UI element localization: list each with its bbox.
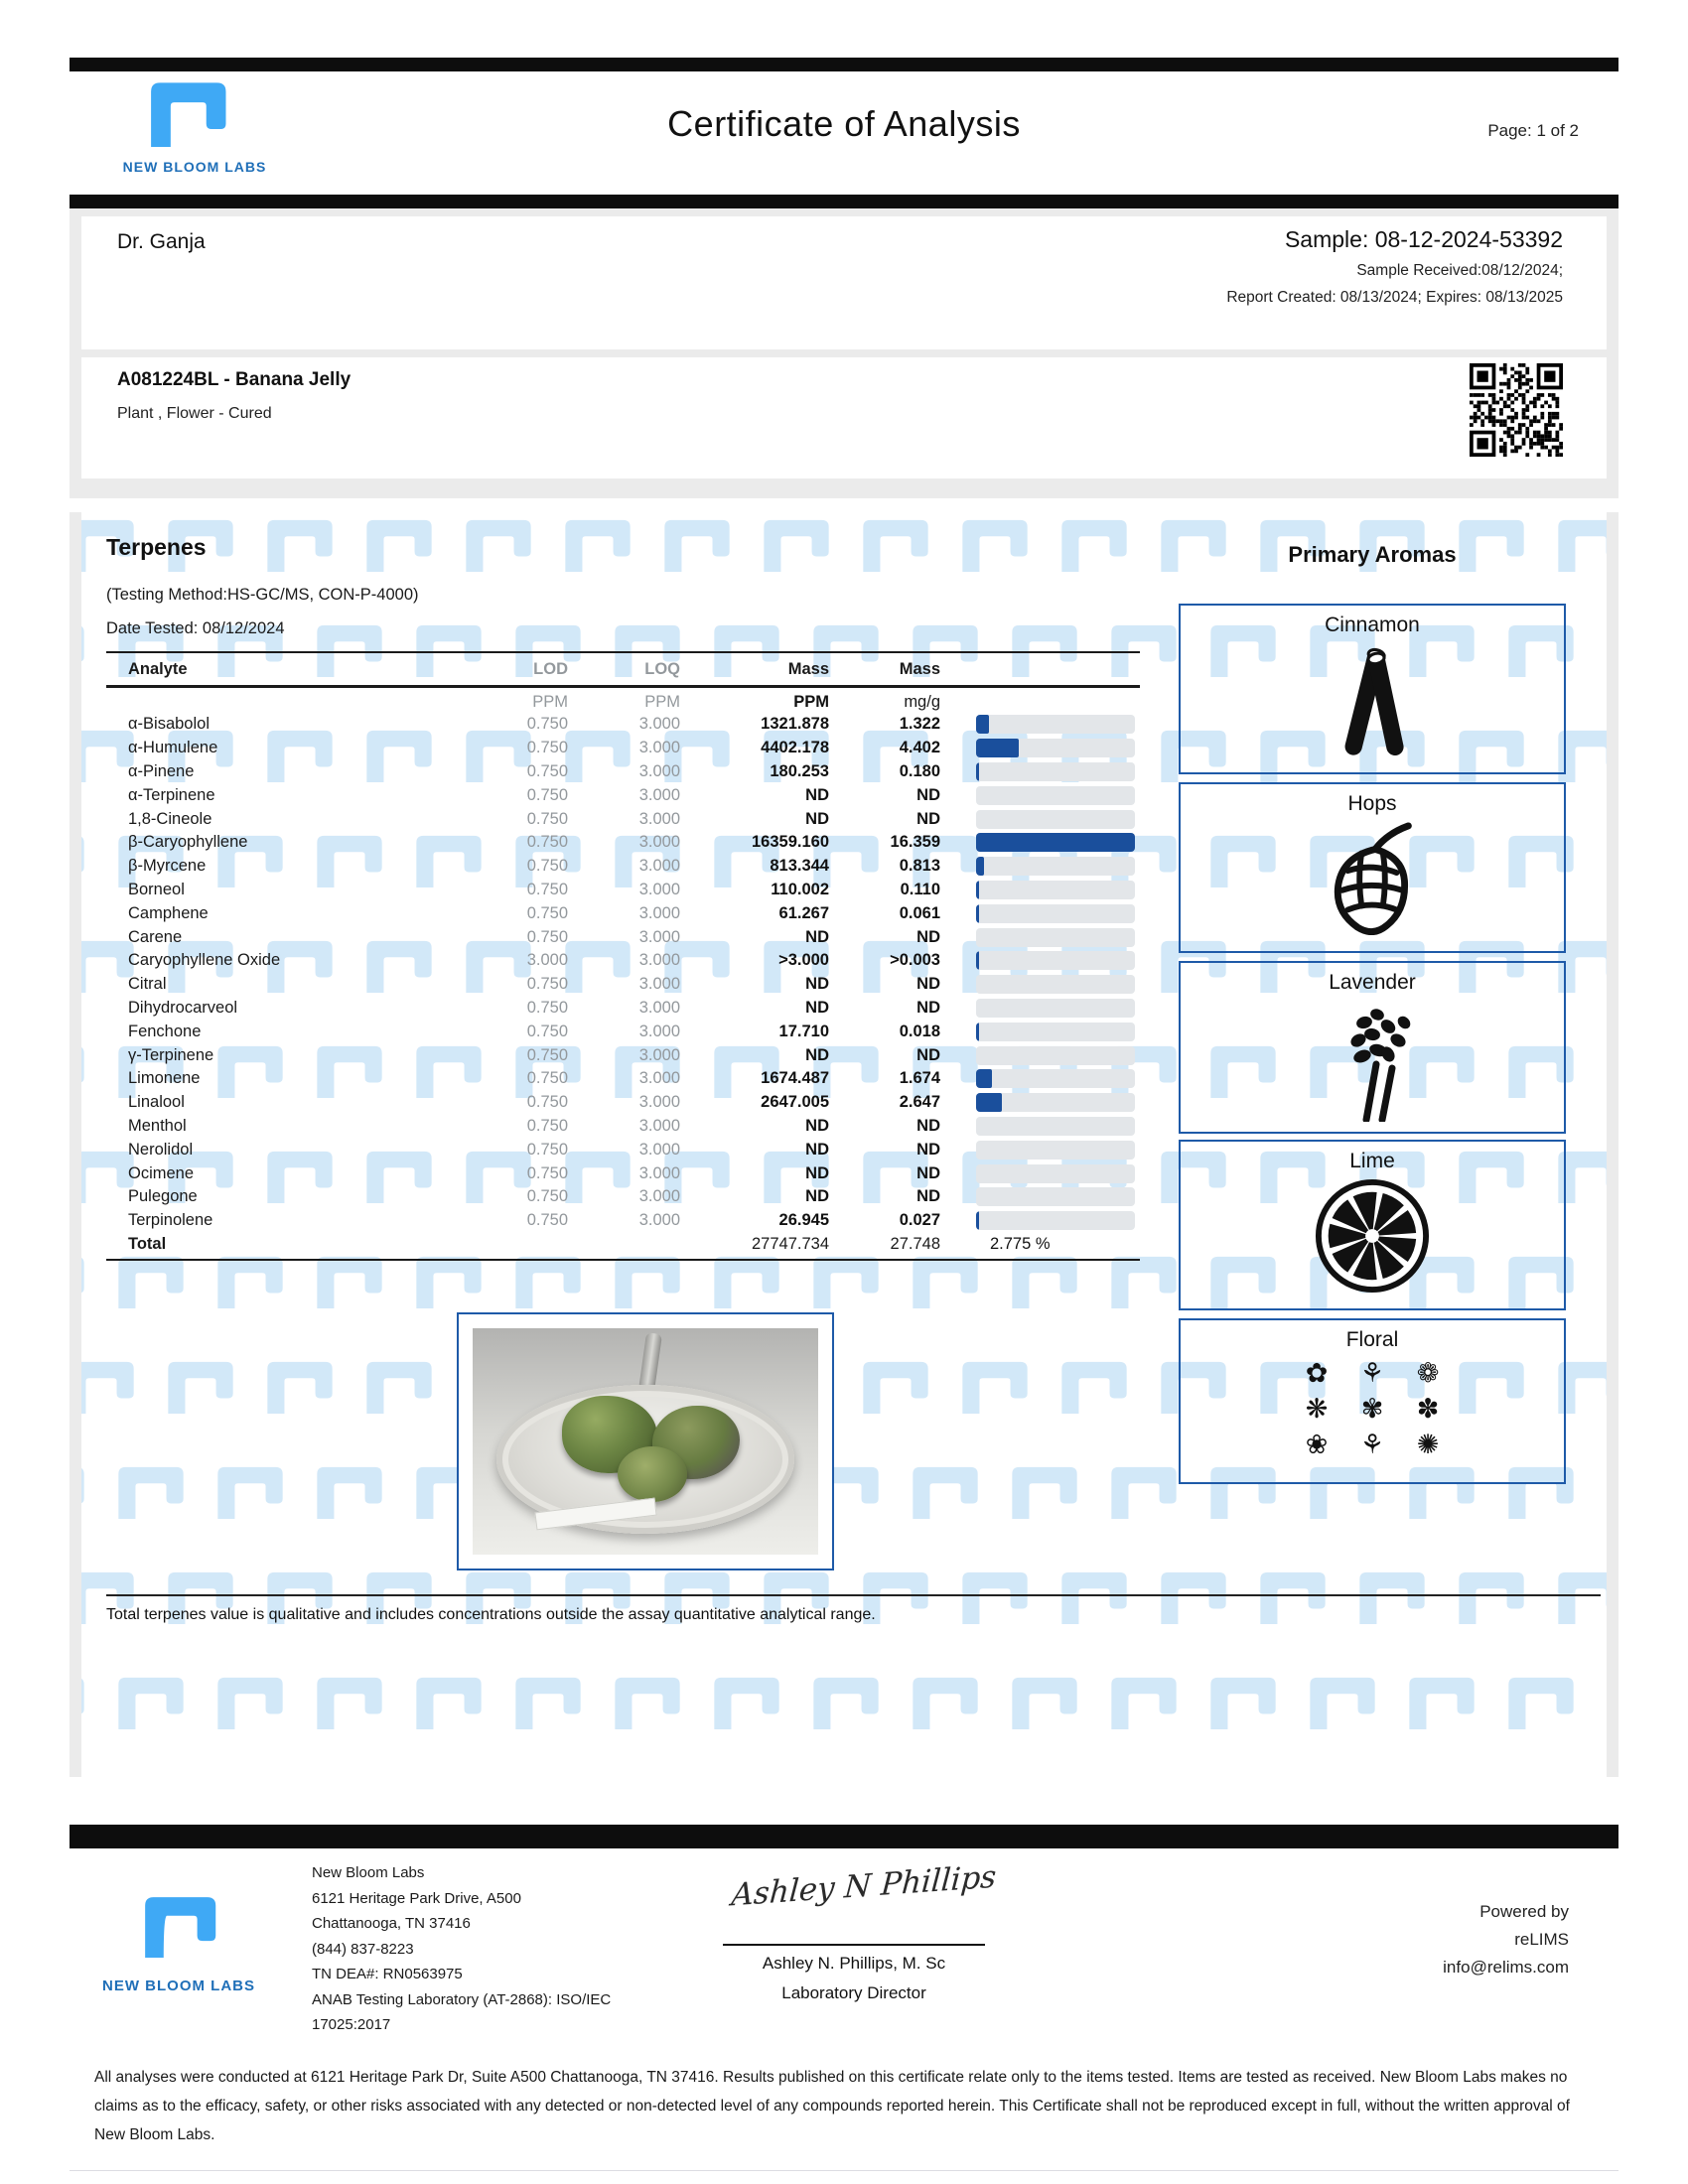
total-mass-mgg: 27.748 xyxy=(890,1234,940,1253)
lab-address-block xyxy=(312,1860,611,2038)
mass-bar-fill xyxy=(976,904,979,923)
date-tested: Date Tested: 08/12/2024 xyxy=(106,619,285,637)
table-row: β-Caryophyllene 0.750 3.000 16359.160 16.359 xyxy=(106,831,1140,855)
terpene-rows xyxy=(106,713,1140,1233)
mass-bar-track xyxy=(976,1141,1135,1160)
lab-info-line: (844) 837-8223 xyxy=(312,1940,414,1958)
table-row: Ocimene 0.750 3.000 ND ND xyxy=(106,1161,1140,1185)
testing-method: (Testing Method:HS-GC/MS, CON-P-4000) xyxy=(106,586,419,604)
meta-section xyxy=(70,208,1618,498)
mass-bar-track xyxy=(976,904,1135,923)
table-row: Pulegone 0.750 3.000 ND ND xyxy=(106,1185,1140,1209)
mass-bar-track xyxy=(976,928,1135,947)
header-divider-bar xyxy=(70,195,1618,208)
total-mass-ppm: 27747.734 xyxy=(752,1234,829,1253)
flower-glyph: ⚘ xyxy=(1359,1358,1385,1389)
flower-glyph: ⚘ xyxy=(1359,1430,1385,1460)
cinnamon-icon xyxy=(1181,641,1564,762)
mass-bar-track xyxy=(976,762,1135,781)
tray-handle xyxy=(638,1332,662,1392)
lavender-icon xyxy=(1181,999,1564,1122)
hops-icon xyxy=(1181,820,1564,935)
mass-bar-track xyxy=(976,786,1135,805)
table-row: α-Pinene 0.750 3.000 180.253 0.180 xyxy=(106,760,1140,784)
flower-glyph: ✺ xyxy=(1416,1430,1440,1460)
total-percent: 2.775 % xyxy=(990,1234,1051,1253)
client-name: Dr. Ganja xyxy=(117,230,206,253)
table-row: Limonene 0.750 3.000 1674.487 1.674 xyxy=(106,1067,1140,1091)
mass-bar-fill xyxy=(976,1069,992,1088)
aroma-label: Lavender xyxy=(1329,971,1416,994)
lab-info-line: Chattanooga, TN 37416 xyxy=(312,1915,471,1932)
sample-received: Sample Received:08/12/2024; xyxy=(1356,262,1563,279)
unit-mass-mgg: mg/g xyxy=(904,692,940,711)
disclaimer-text: All analyses were conducted at 6121 Heritage Park Dr, Suite A500 Chattanooga, TN 37416. Results published on this certificate relate only to the items tested. Items are tested as received. New Bloom Labs makes no claims as to the efficacy, safety, or other risks associated with any detected or non-detected level of any compounds reported herein. This Certificate shall not be reproduced except in full, without the written approval of New Bloom Labs. xyxy=(94,2069,1570,2143)
table-row: Fenchone 0.750 3.000 17.710 0.018 xyxy=(106,1020,1140,1043)
mass-bar-track xyxy=(976,739,1135,757)
table-rule-header xyxy=(106,685,1140,688)
page-number-label: Page: 1 of 2 xyxy=(1487,121,1579,140)
table-row: Terpinolene 0.750 3.000 26.945 0.027 xyxy=(106,1209,1140,1233)
mass-bar-fill xyxy=(976,1093,1002,1112)
mass-bar-fill xyxy=(976,1211,979,1230)
table-units-row xyxy=(106,689,1140,715)
table-row: Linalool 0.750 3.000 2647.005 2.647 xyxy=(106,1091,1140,1115)
client-sample-box xyxy=(81,216,1607,349)
table-row: γ-Terpinene 0.750 3.000 ND ND xyxy=(106,1043,1140,1067)
signatory-role: Laboratory Director xyxy=(781,1983,926,2002)
footer-divider-bar xyxy=(70,1825,1618,1848)
mass-bar-track xyxy=(976,1164,1135,1183)
table-row: Nerolidol 0.750 3.000 ND ND xyxy=(106,1138,1140,1161)
lab-info-line: 6121 Heritage Park Drive, A500 xyxy=(312,1889,521,1907)
powered-by-line: Powered by xyxy=(1479,1902,1569,1921)
flower-glyph: ✽ xyxy=(1416,1394,1440,1425)
sample-id: Sample: 08-12-2024-53392 xyxy=(1284,226,1563,252)
powered-by-brand: reLIMS xyxy=(1514,1930,1569,1949)
table-row: α-Terpinene 0.750 3.000 ND ND xyxy=(106,783,1140,807)
mass-bar-fill xyxy=(976,857,984,876)
aroma-label: Lime xyxy=(1349,1150,1395,1172)
page-title: Certificate of Analysis xyxy=(667,103,1021,144)
page-bottom-rule xyxy=(70,2170,1618,2171)
product-type: Plant , Flower - Cured xyxy=(117,405,272,422)
sample-photo-frame xyxy=(457,1312,834,1570)
flower-glyph: ❁ xyxy=(1416,1358,1440,1389)
signatory-name: Ashley N. Phillips, M. Sc xyxy=(762,1954,946,1973)
aroma-box-lavender xyxy=(1179,961,1566,1134)
header-logo-wordmark: NEW BLOOM LABS xyxy=(122,159,267,175)
table-row: Menthol 0.750 3.000 ND ND xyxy=(106,1115,1140,1139)
mass-bar-track xyxy=(976,951,1135,970)
powered-by-email: info@relims.com xyxy=(1443,1958,1569,1977)
mass-bar-track xyxy=(976,810,1135,829)
table-row: Citral 0.750 3.000 ND ND xyxy=(106,973,1140,997)
footer-logo-wordmark: NEW BLOOM LABS xyxy=(102,1978,255,1994)
footer-logo-icon xyxy=(129,1892,228,1958)
aroma-label: Cinnamon xyxy=(1325,614,1420,636)
table-header-row xyxy=(106,653,1140,685)
mass-bar-track xyxy=(976,1187,1135,1206)
report-created: Report Created: 08/13/2024; Expires: 08/13/2025 xyxy=(1226,289,1563,306)
qr-code-icon xyxy=(1470,363,1563,457)
mass-bar-track xyxy=(976,1117,1135,1136)
mass-bar-track xyxy=(976,833,1135,852)
mass-bar-track xyxy=(976,1069,1135,1088)
aroma-box-cinnamon xyxy=(1179,604,1566,774)
table-row: 1,8-Cineole 0.750 3.000 ND ND xyxy=(106,807,1140,831)
table-row: Dihydrocarveol 0.750 3.000 ND ND xyxy=(106,997,1140,1021)
table-row: α-Humulene 0.750 3.000 4402.178 4.402 xyxy=(106,737,1140,760)
mass-bar-track xyxy=(976,857,1135,876)
powered-by-block xyxy=(1443,1898,1569,1981)
lab-info-line: TN DEA#: RN0563975 xyxy=(312,1966,463,1982)
terpenes-section-title: Terpenes xyxy=(106,534,207,560)
mass-bar-fill xyxy=(976,715,989,734)
terpenes-note: Total terpenes value is qualitative and includes concentrations outside the assay quantitative analytical range. xyxy=(106,1606,876,1623)
mass-bar-fill xyxy=(976,1023,979,1041)
aroma-box-lime xyxy=(1179,1140,1566,1310)
table-total-row xyxy=(106,1233,1140,1257)
table-row: Caryophyllene Oxide 3.000 3.000 >3.000 >0.003 xyxy=(106,949,1140,973)
sample-info-block xyxy=(1226,216,1563,307)
mass-bar-track xyxy=(976,881,1135,899)
mass-bar-track xyxy=(976,1093,1135,1112)
primary-aromas-title: Primary Aromas xyxy=(1288,542,1457,567)
unit-loq: PPM xyxy=(644,692,680,711)
total-label: Total xyxy=(128,1234,167,1253)
aroma-label: Hops xyxy=(1347,792,1397,815)
unit-mass-ppm: PPM xyxy=(793,692,829,711)
column-header-mass-ppm: Mass xyxy=(787,659,829,678)
flower-glyph: ✿ xyxy=(1305,1358,1329,1389)
mass-bar-fill xyxy=(976,881,979,899)
results-panel xyxy=(70,512,1618,1777)
table-row: Camphene 0.750 3.000 61.267 0.061 xyxy=(106,901,1140,925)
mass-bar-fill xyxy=(976,833,1135,852)
table-rule-bottom xyxy=(106,1259,1140,1261)
mass-bar-track xyxy=(976,1211,1135,1230)
note-divider xyxy=(106,1594,1601,1596)
unit-lod: PPM xyxy=(532,692,568,711)
flower-glyph: ❋ xyxy=(1305,1394,1329,1425)
flower-glyph: ❀ xyxy=(1305,1430,1329,1460)
mass-bar-track xyxy=(976,1023,1135,1041)
flower-bud xyxy=(618,1446,687,1502)
signature-script: Ashley N Phillips xyxy=(730,1858,998,1914)
aroma-label: Floral xyxy=(1345,1328,1399,1351)
aroma-box-floral xyxy=(1179,1318,1566,1484)
mass-bar-track xyxy=(976,975,1135,994)
column-header-loq: LOQ xyxy=(644,659,680,678)
product-box xyxy=(81,357,1607,478)
flower-glyph: ✾ xyxy=(1360,1394,1384,1425)
sample-photo xyxy=(473,1328,818,1555)
mass-bar-fill xyxy=(976,951,979,970)
top-divider-bar xyxy=(70,58,1618,71)
column-header-analyte: Analyte xyxy=(128,659,188,678)
table-row: β-Myrcene 0.750 3.000 813.344 0.813 xyxy=(106,855,1140,879)
signature-line xyxy=(723,1944,985,1946)
lime-icon xyxy=(1181,1177,1564,1295)
aroma-box-hops xyxy=(1179,782,1566,953)
column-header-mass-mgg: Mass xyxy=(899,659,940,678)
table-row: α-Bisabolol 0.750 3.000 1321.878 1.322 xyxy=(106,713,1140,737)
primary-aromas-panel xyxy=(1179,542,1566,1460)
floral-icon xyxy=(1181,1356,1564,1463)
mass-bar-track xyxy=(976,999,1135,1018)
mass-bar-fill xyxy=(976,739,1019,757)
lab-info-line: New Bloom Labs xyxy=(312,1864,425,1881)
mass-bar-fill xyxy=(976,762,979,781)
table-row: Borneol 0.750 3.000 110.002 0.110 xyxy=(106,879,1140,902)
mass-bar-track xyxy=(976,715,1135,734)
table-row: Carene 0.750 3.000 ND ND xyxy=(106,925,1140,949)
product-name: A081224BL - Banana Jelly xyxy=(117,369,352,390)
mass-bar-track xyxy=(976,1046,1135,1065)
column-header-lod: LOD xyxy=(533,659,568,678)
lab-info-line: 17025:2017 xyxy=(312,2016,391,2033)
lab-info-line: ANAB Testing Laboratory (AT-2868): ISO/IEC xyxy=(312,1990,612,2008)
